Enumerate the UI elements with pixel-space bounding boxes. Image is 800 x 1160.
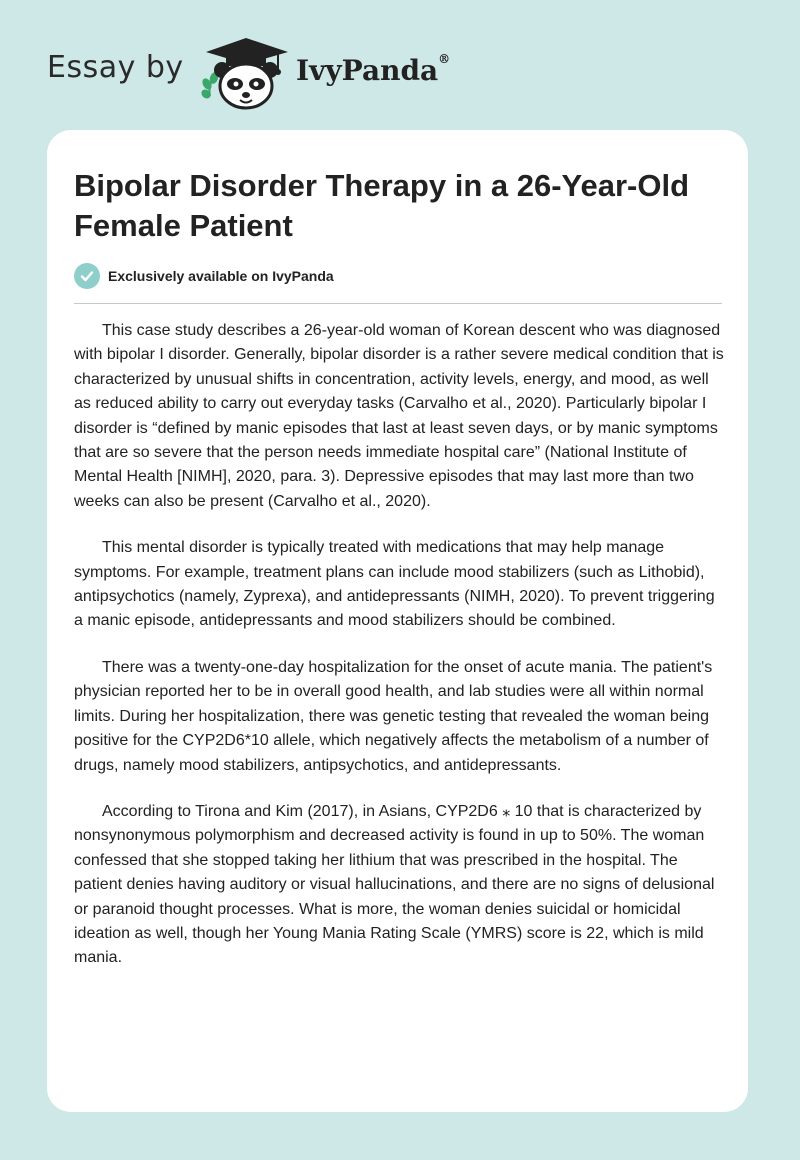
check-circle-icon — [74, 263, 100, 289]
document-card — [47, 130, 748, 1112]
paragraph: According to Tirona and Kim (2017), in Asians, CYP2D6 ⁎ 10 that is characterized by nonsynonymous polymorphism and decreased activity is found in up to 50%. The woman confessed that she stopped taking her lithium that was prescribed in the hospital. The patient denies having auditory or visual hallucinations, and there are no signs of delusional or paranoid thought processes. What is more, the woman denies suicidal or homicidal ideation as well, though her Young Mania Rating Scale (YMRS) score is 22, which is mild mania. — [74, 802, 715, 967]
document-body — [74, 319, 724, 993]
brand-name-text: IvyPanda — [296, 54, 439, 87]
exclusive-badge — [74, 263, 334, 289]
panda-graduation-cap-icon[interactable] — [198, 34, 293, 110]
brand-name[interactable] — [296, 54, 450, 87]
paragraph: There was a twenty-one-day hospitalization for the onset of acute mania. The patient's physician reported her to be in overall good health, and lab studies were all within normal limits. During her hospitalization, there was genetic testing that revealed the woman being positive for the CYP2D6*10 allele, which negatively affects the metabolism of a number of drugs, namely mood stabilizers, antipsychotics, and antidepressants. — [74, 658, 713, 774]
paragraph: This case study describes a 26-year-old woman of Korean descent who was diagnosed with bipolar I disorder. Generally, bipolar disorder is a rather severe medical condition that is characterized by unusual shifts in concentration, activity levels, energy, and mood, as well as reduced ability to carry out everyday tasks (Carvalho et al., 2020). Particularly bipolar I disorder is “defined by manic episodes that last at least seven days, or by manic symptoms that are so severe that the person needs immediate hospital care” (National Institute of Mental Health [NIMH], 2020, para. 3). Depressive episodes that may last more than two weeks can also be present (Carvalho et al., 2020). — [74, 322, 724, 510]
page-title: Bipolar Disorder Therapy in a 26-Year-Old Female Patient — [74, 168, 690, 243]
paragraph: This mental disorder is typically treated with medications that may help manage symptoms. For example, treatment plans can include mood stabilizers (such as Lithobid), antipsychotics (namely, Zyprexa), and antidepressants (NIMH, 2020). To prevent triggering a manic episode, antidepressants and mood stabilizers should be combined. — [74, 539, 715, 630]
registered-mark: ® — [438, 52, 451, 66]
divider — [74, 303, 722, 304]
badge-label: Exclusively available on IvyPanda — [108, 268, 334, 284]
site-header — [0, 0, 800, 120]
brand-prefix: Essay by — [47, 50, 184, 85]
